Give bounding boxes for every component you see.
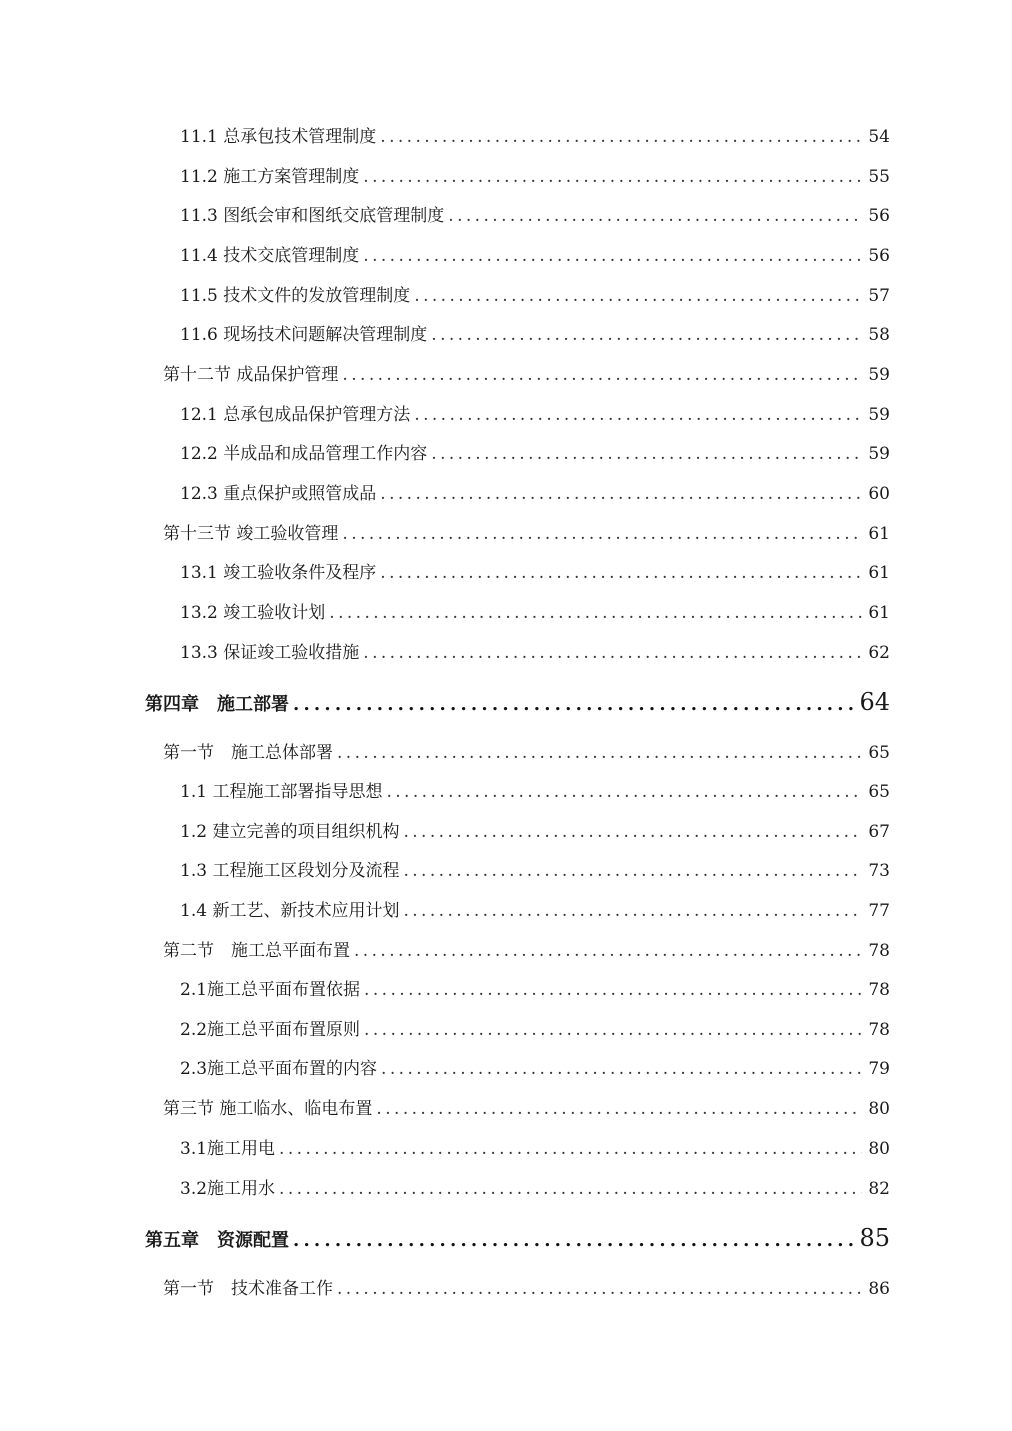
toc-entry-label: 12.2 半成品和成品管理工作内容	[180, 444, 428, 464]
toc-page-number: 54	[868, 127, 890, 147]
toc-subsection-entry[interactable]	[180, 201, 890, 226]
toc-subsection-entry[interactable]	[180, 856, 890, 881]
toc-page-number: 57	[868, 286, 890, 306]
toc-entry-label: 第一节 技术准备工作	[163, 1279, 333, 1299]
toc-dot-leader	[293, 694, 853, 715]
toc-subsection-entry[interactable]	[180, 281, 890, 306]
toc-subsection-entry[interactable]	[180, 975, 890, 1000]
toc-dot-leader	[376, 1099, 862, 1119]
toc-entry-label: 12.3 重点保护或照管成品	[180, 484, 377, 504]
toc-entry-label: 13.3 保证竣工验收措施	[180, 643, 360, 663]
toc-page-number: 78	[868, 941, 890, 961]
toc-subsection-entry[interactable]	[180, 1015, 890, 1040]
toc-dot-leader	[363, 246, 862, 266]
toc-section-entry[interactable]	[163, 360, 890, 385]
toc-dot-leader	[337, 1279, 862, 1299]
toc-subsection-entry[interactable]	[180, 320, 890, 345]
toc-dot-leader	[380, 563, 862, 583]
toc-page-number: 59	[868, 405, 890, 425]
toc-page-number: 78	[868, 980, 890, 1000]
toc-page-number: 85	[859, 1224, 890, 1252]
toc-entry-label: 2.3施工总平面布置的内容	[180, 1059, 378, 1079]
toc-page-number: 78	[868, 1020, 890, 1040]
toc-subsection-entry[interactable]	[180, 400, 890, 425]
toc-page-number: 61	[868, 603, 890, 623]
toc-entry-label: 13.2 竣工验收计划	[180, 603, 326, 623]
toc-entry-label: 3.2施工用水	[180, 1179, 276, 1199]
toc-dot-leader	[364, 980, 862, 1000]
toc-page-number: 77	[868, 901, 890, 921]
toc-entry-label: 1.4 新工艺、新技术应用计划	[180, 901, 400, 921]
toc-page-number: 64	[859, 688, 890, 716]
toc-dot-leader	[354, 941, 862, 961]
toc-entry-label: 3.1施工用电	[180, 1139, 276, 1159]
toc-entry-label: 11.5 技术文件的发放管理制度	[180, 286, 411, 306]
toc-dot-leader	[329, 603, 862, 623]
toc-subsection-entry[interactable]	[180, 1054, 890, 1079]
toc-page-number: 73	[868, 861, 890, 881]
toc-subsection-entry[interactable]	[180, 558, 890, 583]
toc-dot-leader	[342, 365, 862, 385]
toc-page-number: 65	[868, 743, 890, 763]
toc-chapter-entry[interactable]	[145, 688, 890, 716]
toc-dot-leader	[363, 643, 862, 663]
toc-page-number: 61	[868, 563, 890, 583]
toc-section-entry[interactable]	[163, 738, 890, 763]
toc-subsection-entry[interactable]	[180, 598, 890, 623]
toc-subsection-entry[interactable]	[180, 1134, 890, 1159]
toc-page-number: 56	[868, 246, 890, 266]
toc-dot-leader	[403, 861, 862, 881]
toc-dot-leader	[403, 822, 862, 842]
toc-entry-label: 第一节 施工总体部署	[163, 743, 333, 763]
toc-dot-leader	[279, 1139, 862, 1159]
toc-entry-label: 11.4 技术交底管理制度	[180, 246, 360, 266]
toc-subsection-entry[interactable]	[180, 638, 890, 663]
toc-page-number: 86	[868, 1279, 890, 1299]
toc-subsection-entry[interactable]	[180, 896, 890, 921]
toc-subsection-entry[interactable]	[180, 817, 890, 842]
toc-section-entry[interactable]	[163, 1274, 890, 1299]
toc-page-number: 80	[868, 1099, 890, 1119]
toc-page-number: 60	[868, 484, 890, 504]
toc-dot-leader	[363, 167, 862, 187]
toc-entry-label: 第四章 施工部署	[145, 694, 289, 715]
toc-subsection-entry[interactable]	[180, 241, 890, 266]
toc-dot-leader	[386, 782, 862, 802]
toc-section-entry[interactable]	[163, 519, 890, 544]
toc-page-number: 59	[868, 365, 890, 385]
toc-page-number: 56	[868, 206, 890, 226]
toc-dot-leader	[293, 1230, 853, 1251]
toc-dot-leader	[448, 206, 862, 226]
toc-page-number: 61	[868, 524, 890, 544]
toc-subsection-entry[interactable]	[180, 777, 890, 802]
toc-entry-label: 1.3 工程施工区段划分及流程	[180, 861, 400, 881]
toc-dot-leader	[364, 1020, 862, 1040]
toc-subsection-entry[interactable]	[180, 1174, 890, 1199]
toc-dot-leader	[414, 405, 862, 425]
toc-subsection-entry[interactable]	[180, 162, 890, 187]
toc-entry-label: 11.1 总承包技术管理制度	[180, 127, 377, 147]
toc-dot-leader	[342, 524, 862, 544]
toc-subsection-entry[interactable]	[180, 479, 890, 504]
toc-page-number: 59	[868, 444, 890, 464]
toc-entry-label: 第五章 资源配置	[145, 1230, 289, 1251]
toc-chapter-entry[interactable]	[145, 1224, 890, 1252]
toc-entry-label: 13.1 竣工验收条件及程序	[180, 563, 377, 583]
toc-dot-leader	[381, 1059, 862, 1079]
toc-entry-label: 第二节 施工总平面布置	[163, 941, 350, 961]
toc-page-number: 65	[868, 782, 890, 802]
toc-subsection-entry[interactable]	[180, 122, 890, 147]
toc-page-number: 80	[868, 1139, 890, 1159]
toc-entry-label: 第十三节 竣工验收管理	[163, 524, 339, 544]
toc-dot-leader	[431, 444, 862, 464]
toc-page-number: 55	[868, 167, 890, 187]
toc-subsection-entry[interactable]	[180, 439, 890, 464]
toc-dot-leader	[279, 1179, 862, 1199]
toc-dot-leader	[403, 901, 862, 921]
toc-entry-label: 12.1 总承包成品保护管理方法	[180, 405, 411, 425]
toc-dot-leader	[380, 484, 862, 504]
toc-dot-leader	[380, 127, 862, 147]
toc-entry-label: 11.3 图纸会审和图纸交底管理制度	[180, 206, 445, 226]
toc-entry-label: 2.1施工总平面布置依据	[180, 980, 361, 1000]
toc-page-number: 67	[868, 822, 890, 842]
toc-entry-label: 第十二节 成品保护管理	[163, 365, 339, 385]
toc-page-number: 62	[868, 643, 890, 663]
toc-entry-label: 1.2 建立完善的项目组织机构	[180, 822, 400, 842]
toc-dot-leader	[431, 325, 862, 345]
toc-page-number: 79	[868, 1059, 890, 1079]
toc-entry-label: 1.1 工程施工部署指导思想	[180, 782, 383, 802]
toc-dot-leader	[414, 286, 862, 306]
toc-dot-leader	[337, 743, 862, 763]
toc-section-entry[interactable]	[163, 936, 890, 961]
toc-section-entry[interactable]	[163, 1094, 890, 1119]
toc-page-number: 58	[868, 325, 890, 345]
toc-entry-label: 11.6 现场技术问题解决管理制度	[180, 325, 428, 345]
toc-page-number: 82	[868, 1179, 890, 1199]
toc-entry-label: 11.2 施工方案管理制度	[180, 167, 360, 187]
toc-entry-label: 第三节 施工临水、临电布置	[163, 1099, 373, 1119]
toc-entry-label: 2.2施工总平面布置原则	[180, 1020, 361, 1040]
